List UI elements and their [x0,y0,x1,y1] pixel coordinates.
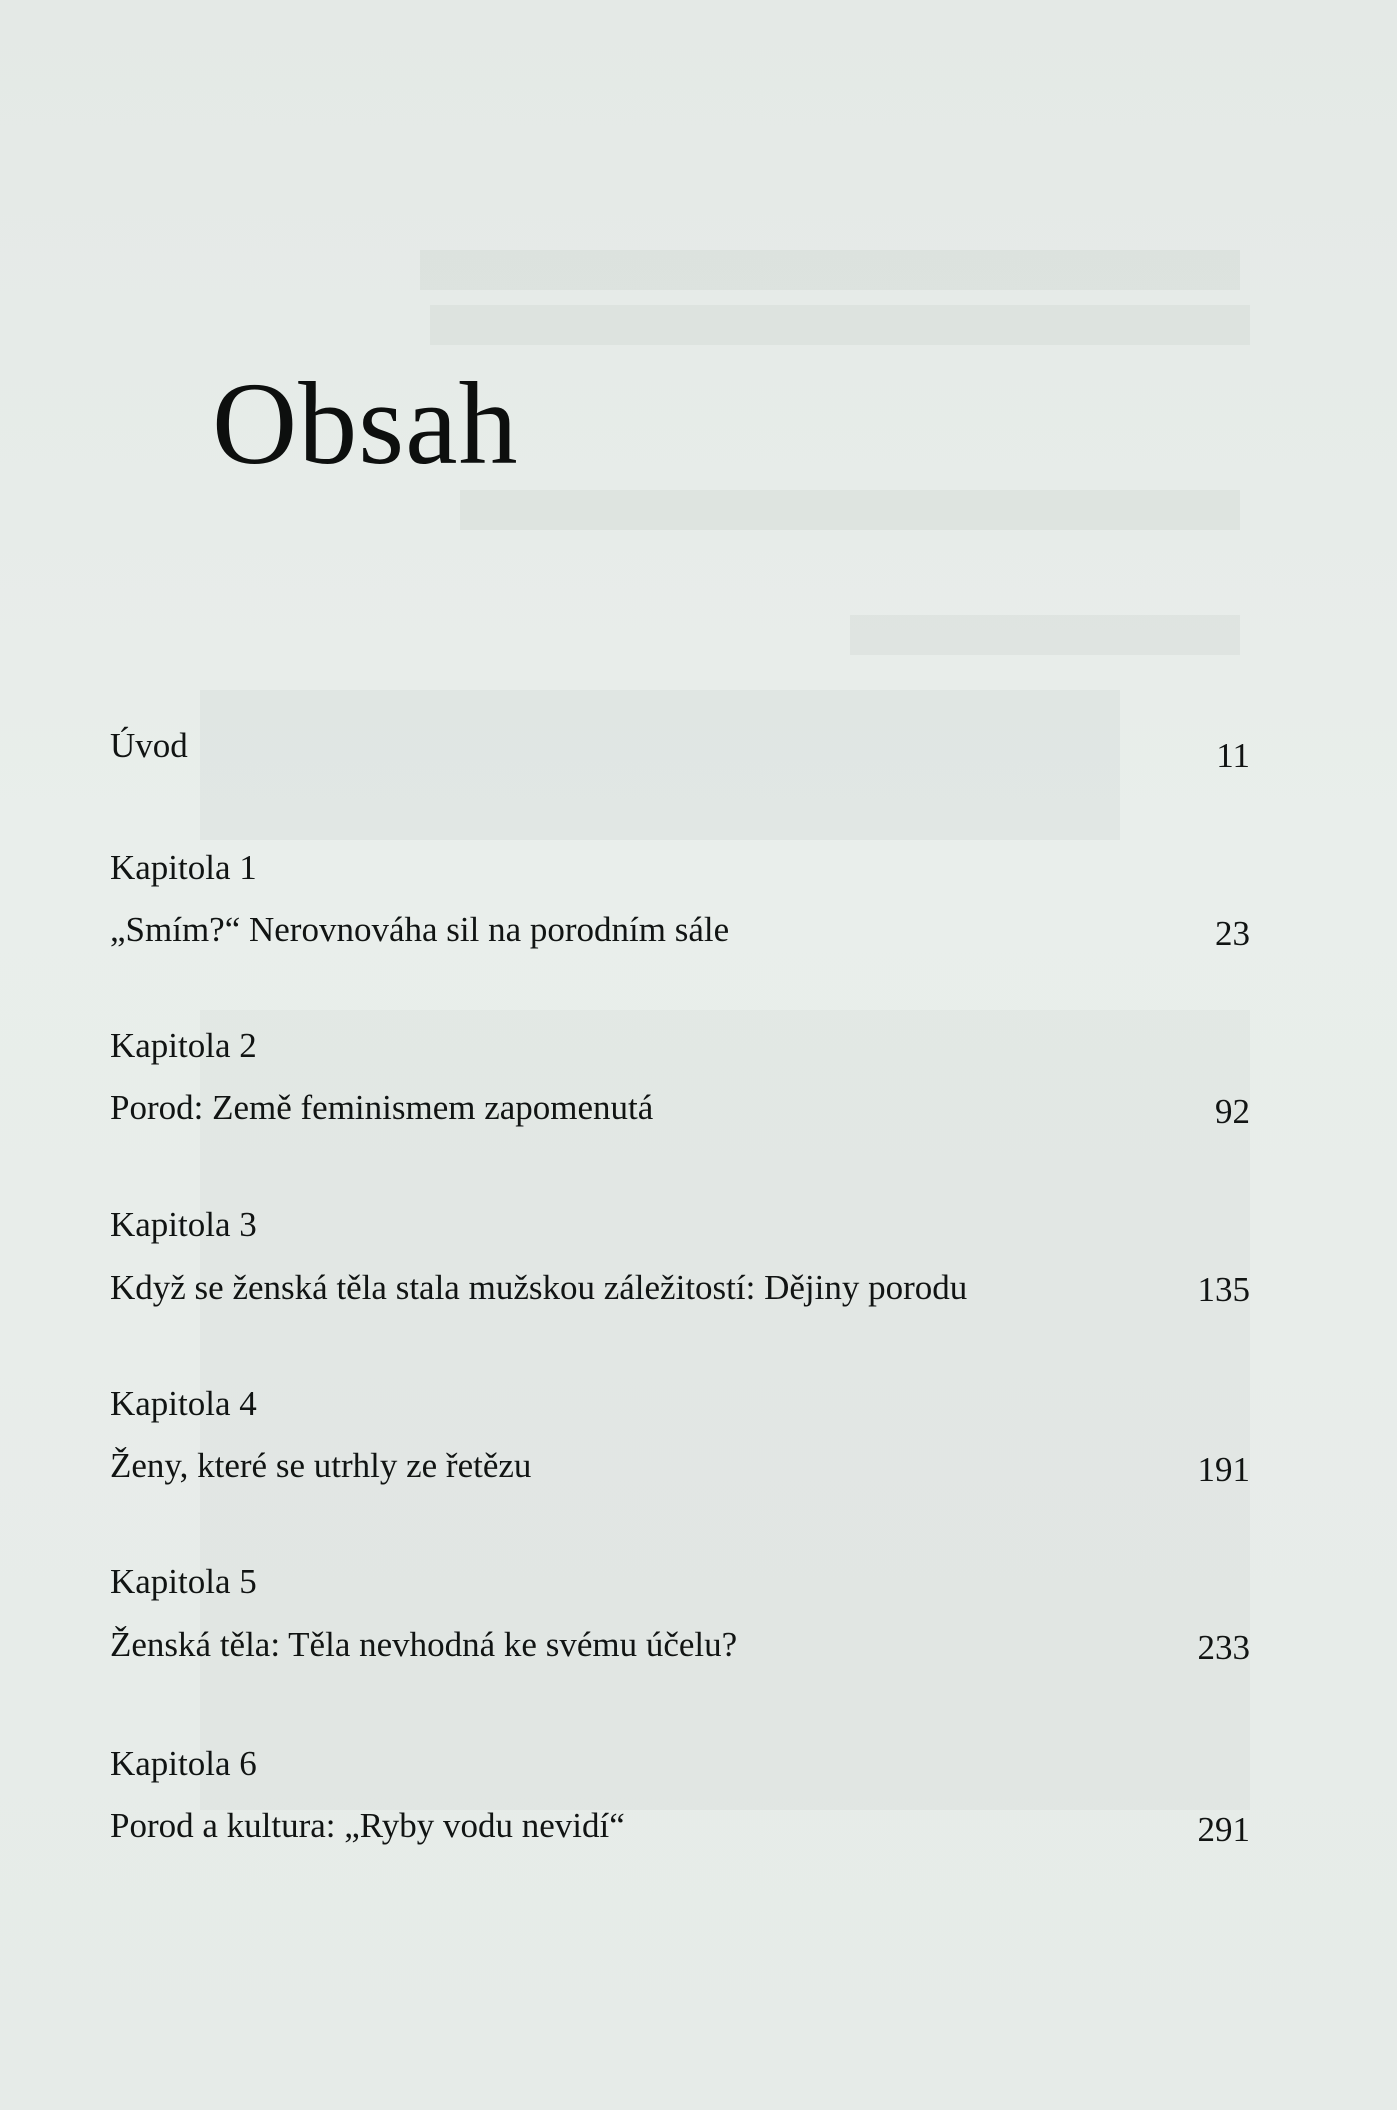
toc-entry-title: „Smím?“ Nerovnováha sil na porodním sále [110,910,730,949]
show-through-block [430,305,1250,345]
show-through-block [200,690,1120,840]
toc-entry-title: Porod: Země feminismem zapomenutá [110,1088,654,1127]
toc-entry-title: Úvod [110,726,188,765]
toc-entry-title: Porod a kultura: „Ryby vodu nevidí“ [110,1806,625,1845]
show-through-block [850,615,1240,655]
toc-entry-title: Když se ženská těla stala mužskou záležitostí: Dějiny porodu [110,1268,968,1307]
toc-entry-title: Ženy, které se utrhly ze řetězu [110,1446,532,1485]
show-through-block [420,250,1240,290]
toc-entry-title: Ženská těla: Těla nevhodná ke svému účelu? [110,1625,738,1664]
toc-chapter-label: Kapitola 2 [110,1026,257,1065]
toc-entry-page: 23 [1215,914,1250,953]
toc-entry-page: 135 [1197,1270,1250,1309]
toc-chapter-label: Kapitola 6 [110,1744,257,1783]
toc-chapter-label: Kapitola 4 [110,1384,257,1423]
show-through-block [200,1010,1250,1810]
toc-chapter-label: Kapitola 5 [110,1562,257,1601]
toc-entry-page: 92 [1215,1092,1250,1131]
page-title: Obsah [212,358,519,489]
toc-entry-page: 191 [1197,1450,1250,1489]
toc-entry-page: 11 [1216,736,1250,775]
toc-chapter-label: Kapitola 1 [110,848,257,887]
show-through-block [460,490,1240,530]
toc-entry-page: 233 [1197,1628,1250,1667]
toc-chapter-label: Kapitola 3 [110,1205,257,1244]
toc-entry-page: 291 [1197,1810,1250,1849]
